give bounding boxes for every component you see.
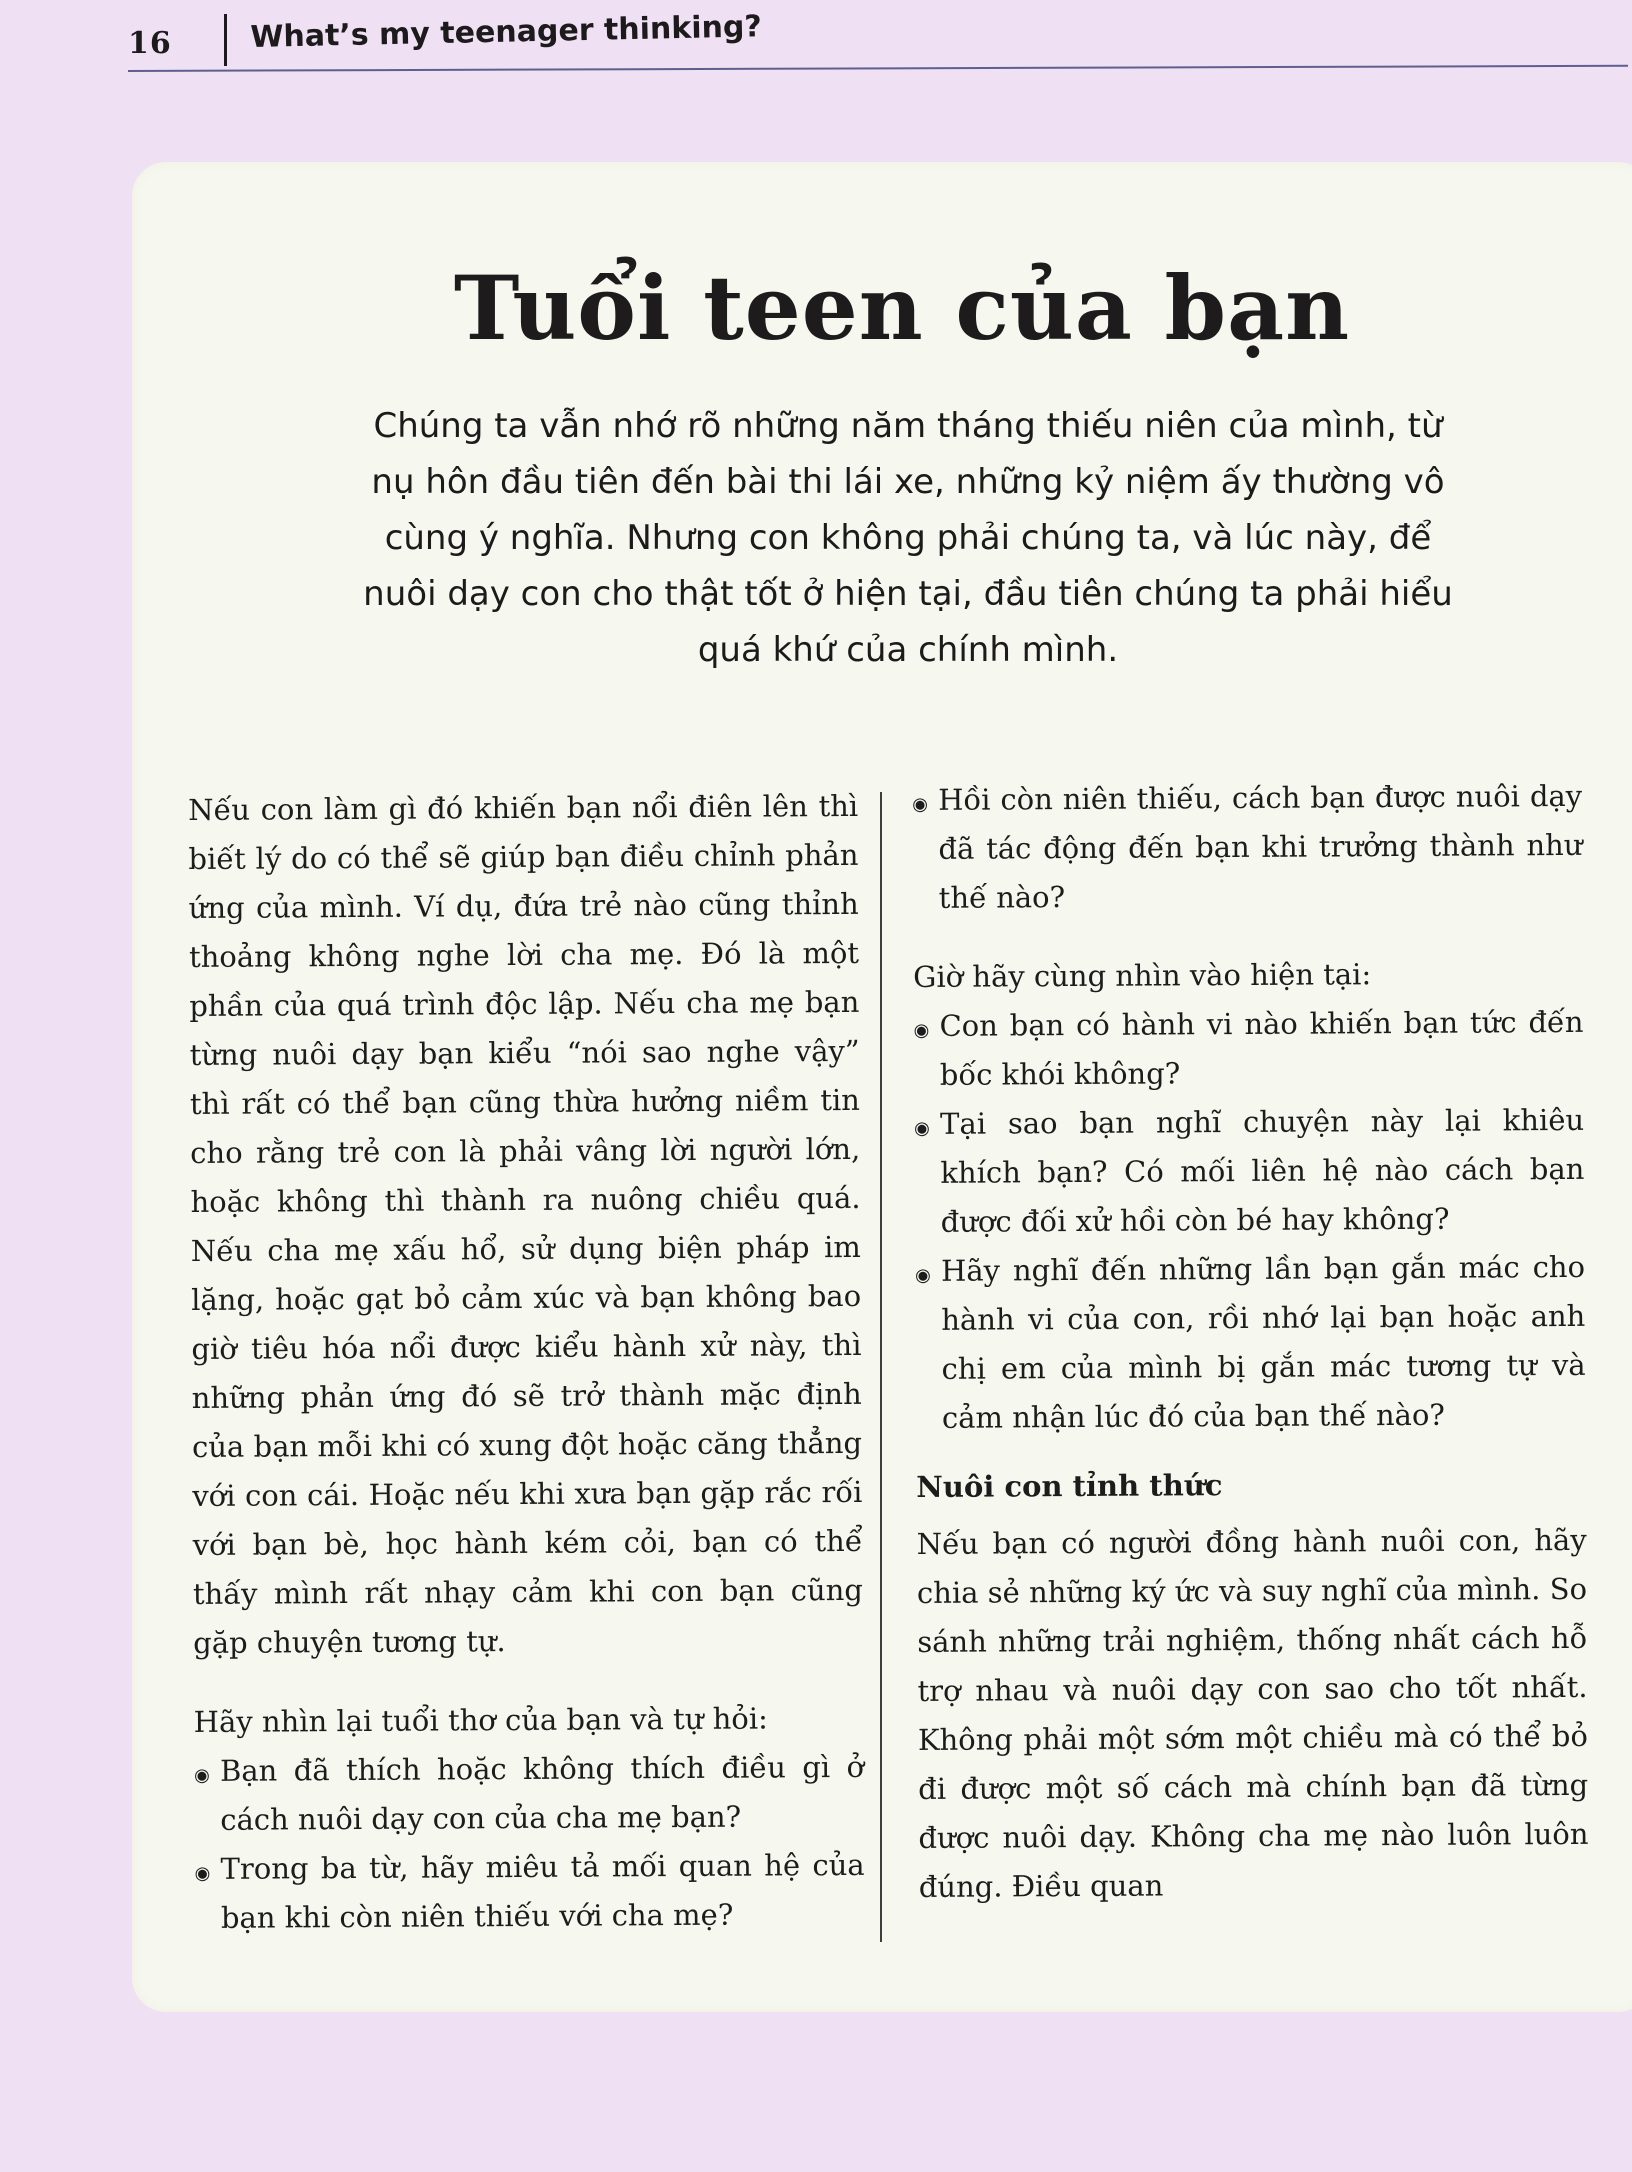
running-title: What’s my teenager thinking? [250,9,763,55]
left-paragraph-1: Nếu con làm gì đó khiến bạn nổi điên lên thì biết lý do có thể sẽ giúp bạn điều chỉnh phản ứng của mình. Ví dụ, đứa trẻ nào cũng thỉnh thoảng không nghe lời cha mẹ. Đó là một phần của quá trình độc lập. Nếu cha mẹ bạn từng nuôi dạy bạn kiểu “nói sao nghe vậy” thì rất có thể bạn cũng thừa hưởng niềm tin cho rằng trẻ con là phải vâng lời người lớn, hoặc không thì thành ra nuông chiều quá. Nếu cha mẹ xấu hổ, sử dụng biện pháp im lặng, hoặc gạt bỏ cảm xúc và bạn không bao giờ tiêu hóa nổi được kiểu hành xử này, thì những phản ứng đó sẽ trở thành mặc định của bạn mỗi khi có xung đột hoặc căng thẳng với con cái. Hoặc nếu khi xưa bạn gặp rắc rối với bạn bè, học hành kém cỏi, bạn có thể thấy mình rất nhạy cảm khi con bạn cũng gặp chuyện tương tự. [188,788,864,1660]
list-item [915,1243,1586,1443]
section-subheading: Nuôi con tỉnh thức [916,1468,1223,1504]
list-item-text: Bạn đã thích hoặc không thích điều gì ở cách nuôi dạy con của cha mẹ bạn? [219,1749,865,1837]
list-item-text: Hồi còn niên thiếu, cách bạn được nuôi dạy đã tác động đến bạn khi trưởng thành như thế nào? [938,778,1583,915]
target-bullet-icon: ◉ [194,1862,211,1884]
list-item-text: Trong ba từ, hãy miêu tả mối quan hệ của bạn khi còn niên thiếu với cha mẹ? [220,1847,865,1935]
target-bullet-icon: ◉ [914,1264,931,1286]
page-number: 16 [128,26,172,61]
target-bullet-icon: ◉ [912,793,928,815]
list-item [194,1841,865,1943]
paragraph-gap [193,1664,863,1698]
page-header [128,10,1608,70]
intro-paragraph: Chúng ta vẫn nhớ rõ những năm tháng thiếu niên của mình, từ nụ hôn đầu tiên đến bài thi lái xe, những kỷ niệm ấy thường vô cùng ý nghĩa. Nhưng con không phải chúng ta, và lúc này, để nuôi dạy con cho thật tốt ở hiện tại, đầu tiên chúng ta phải hiểu quá khứ của chính mình. [363,406,1453,670]
right-column [912,772,1589,1912]
list-item [194,1743,865,1845]
header-rule [128,65,1628,72]
list-item [914,1096,1585,1247]
header-divider [224,14,227,66]
list-item-text: Tại sao bạn nghĩ chuyện này lại khiêu khích bạn? Có mối liên hệ nào cách bạn được đối xử hồi còn bé hay không? [940,1102,1585,1239]
reflection-prompt: Hãy nhìn lại tuổi thơ của bạn và tự hỏi: [193,1701,768,1739]
page-title: Tuổi teen của bạn [453,256,1351,360]
present-prompt: Giờ hãy cùng nhìn vào hiện tại: [913,957,1372,994]
target-bullet-icon: ◉ [193,1764,210,1786]
right-paragraph: Nếu bạn có người đồng hành nuôi con, hãy chia sẻ những ký ức và suy nghĩ của mình. So sánh những trải nghiệm, thống nhất cách hỗ trợ nhau và nuôi dạy con sao cho tốt nhất. Không phải một sớm một chiều mà có thể bỏ đi được một số cách mà chính bạn đã từng được nuôi dạy. Không cha mẹ nào luôn luôn đúng. Điều quan [916,1522,1589,1904]
list-item [913,998,1584,1100]
target-bullet-icon: ◉ [913,1019,930,1041]
left-column [188,782,865,1943]
paragraph-gap [913,919,1583,953]
target-bullet-icon: ◉ [914,1117,930,1139]
list-item-text: Con bạn có hành vi nào khiến bạn tức đến bốc khói không? [939,1004,1584,1092]
content-panel [132,162,1632,2012]
column-divider [880,792,882,1942]
list-item-text: Hãy nghĩ đến những lần bạn gắn mác cho hành vi của con, rồi nhớ lại bạn hoặc anh chị em của mình bị gắn mác tương tự và cảm nhận lúc đó của bạn thế nào? [940,1249,1586,1435]
list-item [912,772,1583,923]
